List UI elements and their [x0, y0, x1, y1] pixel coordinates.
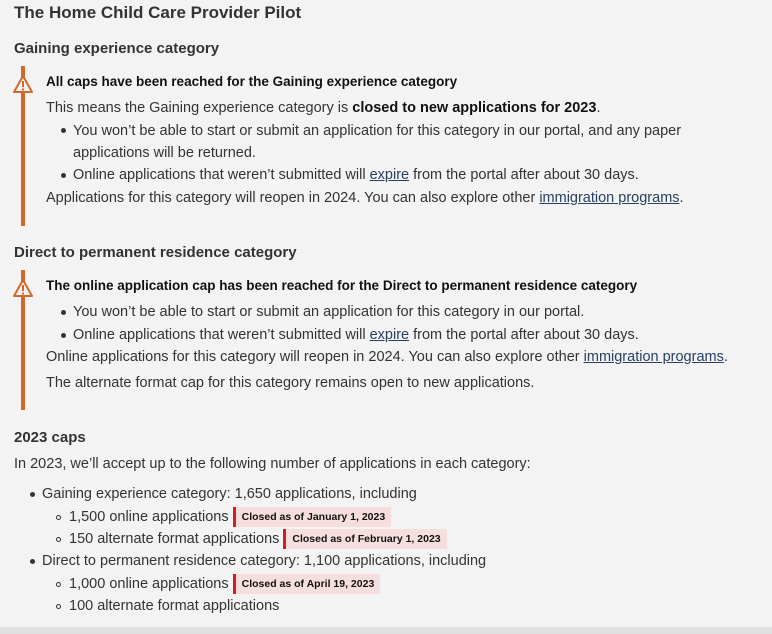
expire-link[interactable]: expire — [369, 167, 410, 183]
bullet-icon — [61, 128, 66, 133]
status-badge: Closed as of April 19, 2023 — [233, 574, 381, 594]
caps-gaining: Gaining experience category: 1,650 applications, including — [42, 486, 417, 502]
gaining-alert-title: All caps have been reached for the Gaining experience category — [46, 74, 458, 89]
bullet-icon — [61, 333, 66, 338]
caps-direct-online — [69, 574, 380, 594]
bullet-icon — [30, 492, 35, 497]
immigration-programs-link[interactable]: immigration programs — [539, 190, 680, 206]
gaining-reopen — [46, 188, 684, 208]
gaining-intro-suffix: . — [596, 100, 601, 116]
caps-gaining-alt — [69, 529, 447, 549]
gaining-bullet2-text: Online applications that weren’t submitted will — [73, 167, 370, 183]
gaining-bullet1-line2: applications will be returned. — [73, 145, 256, 161]
expire-link[interactable]: expire — [369, 327, 410, 343]
direct-alt-format: The alternate format cap for this category remains open to new applications. — [46, 375, 535, 391]
gaining-intro — [46, 98, 600, 118]
caps-direct: Direct to permanent residence category: 1,100 applications, including — [42, 553, 487, 569]
direct-reopen-text: Online applications for this category will reopen in 2024. You can also explore other — [46, 349, 584, 365]
caps-direct-alt: 100 alternate format applications — [69, 598, 280, 614]
direct-reopen — [46, 347, 728, 367]
hollow-bullet-icon — [56, 537, 61, 542]
bullet-icon — [61, 173, 66, 178]
gaining-bullet2-suffix: from the portal after about 30 days. — [409, 167, 639, 183]
immigration-programs-link[interactable]: immigration programs — [583, 349, 724, 365]
status-badge: Closed as of January 1, 2023 — [233, 507, 392, 527]
bottom-divider — [0, 627, 772, 634]
warning-triangle-icon — [13, 278, 33, 298]
bullet-icon — [61, 310, 66, 315]
caps-gaining-alt-label: 150 alternate format applications — [69, 531, 280, 547]
caps-intro: In 2023, we’ll accept up to the following number of applications in each category: — [14, 456, 531, 472]
gaining-intro-bold: closed to new applications for 2023 — [352, 100, 597, 116]
hollow-bullet-icon — [56, 582, 61, 587]
direct-bullet2 — [73, 325, 639, 345]
direct-reopen-suffix: . — [723, 349, 728, 365]
direct-bullet2-suffix: from the portal after about 30 days. — [409, 327, 639, 343]
caps-heading: 2023 caps — [14, 429, 86, 446]
warning-triangle-icon — [13, 74, 33, 94]
gaining-bullet1-line1: You won’t be able to start or submit an application for this category in our portal, and any paper — [73, 123, 682, 139]
bullet-icon — [30, 559, 35, 564]
gaining-intro-text: This means the Gaining experience category is — [46, 100, 353, 116]
gaining-reopen-text: Applications for this category will reopen in 2024. You can also explore other — [46, 190, 540, 206]
direct-alert-title: The online application cap has been reached for the Direct to permanent residence category — [46, 278, 638, 293]
hollow-bullet-icon — [56, 604, 61, 609]
page-title: The Home Child Care Provider Pilot — [14, 3, 302, 22]
gaining-heading: Gaining experience category — [14, 40, 220, 57]
gaining-reopen-suffix: . — [679, 190, 684, 206]
hollow-bullet-icon — [56, 515, 61, 520]
direct-bullet2-text: Online applications that weren’t submitted will — [73, 327, 370, 343]
caps-gaining-online — [69, 507, 391, 527]
caps-direct-online-label: 1,000 online applications — [69, 576, 229, 592]
caps-gaining-online-label: 1,500 online applications — [69, 509, 229, 525]
gaining-bullet2 — [73, 165, 639, 185]
status-badge: Closed as of February 1, 2023 — [283, 529, 446, 549]
direct-heading: Direct to permanent residence category — [14, 244, 297, 261]
direct-bullet1: You won’t be able to start or submit an application for this category in our portal. — [73, 304, 585, 320]
